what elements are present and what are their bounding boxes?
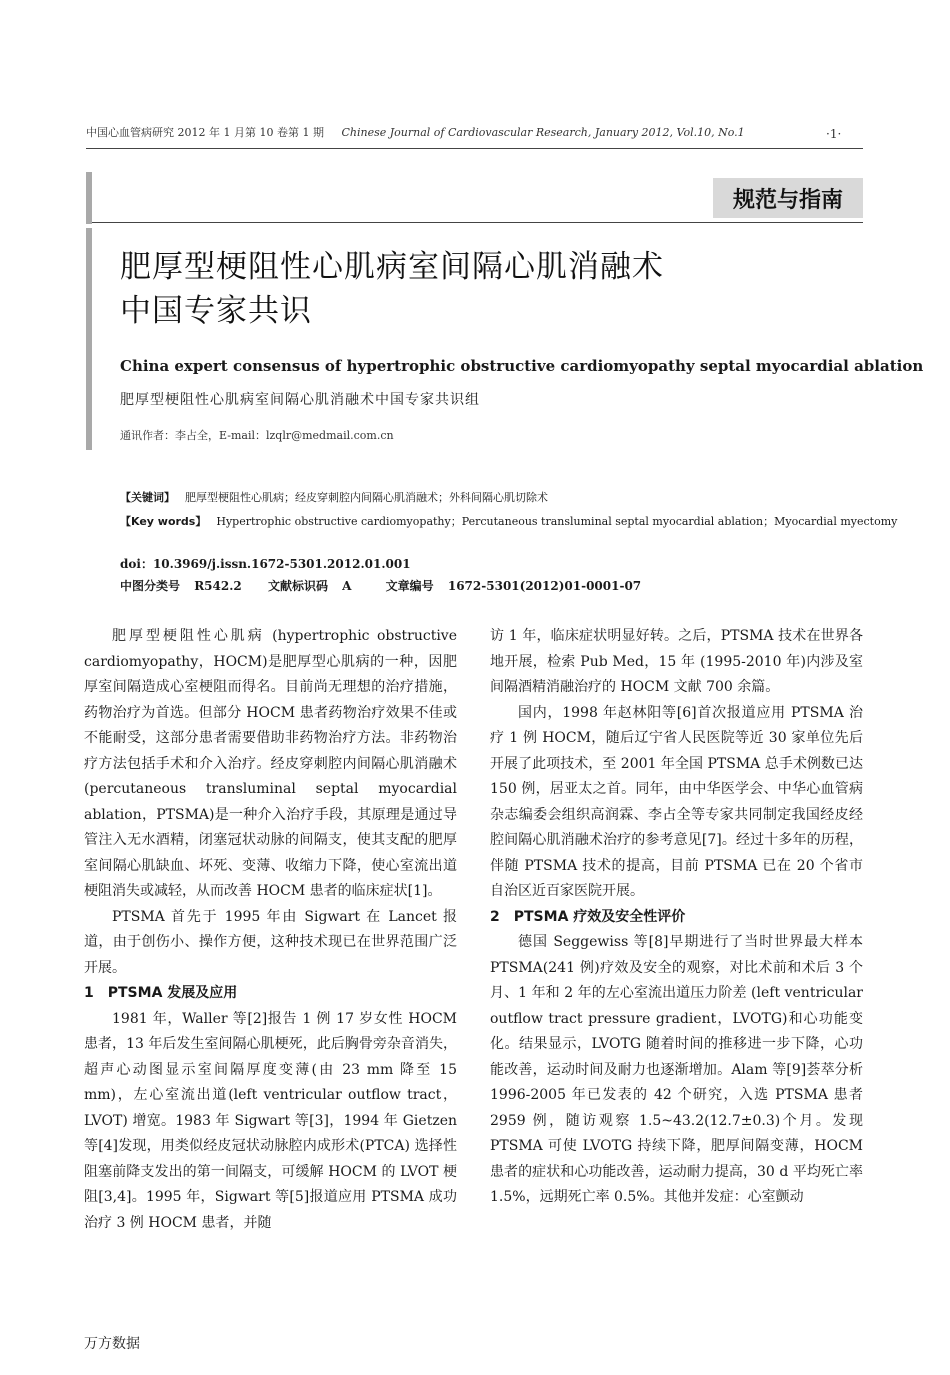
title-sidebar — [86, 172, 92, 224]
classification-line — [120, 577, 651, 594]
doi: doi：10.3969/j.issn.1672-5301.2012.01.001 — [120, 557, 411, 571]
journal-cn: 中国心血管病研究 2012 年 1 月第 10 卷第 1 期 — [86, 126, 324, 139]
journal-en: Chinese Journal of Cardiovascular Research, January 2012, Vol.10, No.1 — [341, 126, 745, 139]
paragraph: 1981 年，Waller 等[2]报告 1 例 17 岁女性 HOCM 患者，13 年后发生室间隔心肌梗死，此后胸骨旁杂音消失，超声心动图显示室间隔厚度变薄(由 23 mm 降至 15 mm)，左心室流出道(left ventricular outflow tract，LVOT) 增宽。1983 年 Sigwart 等[3]，1994 年 Gietzen 等[4]发现，用类似经皮冠状动脉腔内成形术(PTCA) 选择性阻塞前降支发出的第一间隔支，可缓解 HOCM 的 LVOT 梗阻[3,4]。1995 年，Sigwart 等[5]报道应用 PTSMA 成功治疗 3 例 HOCM 患者，并随 — [84, 1010, 457, 1231]
paragraph: 德国 Seggewiss 等[8]早期进行了当时世界最大样本 PTSMA(241 例)疗效及安全的观察，对比术前和术后 3 个月、1 年和 2 年的左心室流出道压力阶差 (left ventricular outflow tract pressure gradient，LVOTG)和心功能变化。结果显示，LVOTG 随着时间的推移进一步下降，心功能改善，运动时间及耐力也逐渐增加。Alam 等[9]荟萃分析 1996-2005 年已发表的 42 个研究，入选 PTSMA 患者 2959 例，随访观察 1.5~43.2(12.7±0.3)个月。发现 PTSMA 可使 LVOTG 持续下降，肥厚间隔变薄，HOCM 患者的症状和心功能改善，运动耐力提高，30 d 平均死亡率 1.5%，远期死亡率 0.5%。其他并发症：心室颤动 — [490, 934, 863, 1205]
title-line-2: 中国专家共识 — [120, 293, 312, 329]
clc-label: 中图分类号 — [120, 579, 181, 593]
clc-value: R542.2 — [194, 579, 242, 593]
keywords-en — [120, 513, 897, 529]
footer-watermark: 万方数据 — [84, 1336, 140, 1352]
keywords-cn-text: 肥厚型梗阻性心肌病；经皮穿刺腔内间隔心肌消融术；外科间隔心肌切除术 — [185, 491, 548, 504]
page-number: ·1· — [826, 127, 842, 141]
authors: 肥厚型梗阻性心肌病室间隔心肌消融术中国专家共识组 — [120, 392, 480, 408]
page-title — [120, 245, 664, 333]
running-header — [86, 124, 745, 140]
keywords-cn — [120, 489, 548, 505]
right-column — [490, 624, 863, 1211]
keywords-en-label: 【Key words】 — [120, 515, 207, 528]
paragraph: 访 1 年，临床症状明显好转。之后，PTSMA 技术在世界各地开展，检索 Pub Med，15 年 (1995-2010 年)内涉及室间隔酒精消融治疗的 HOCM 文献 700 余篇。 — [490, 628, 863, 695]
paragraph: 国内，1998 年赵林阳等[6]首次报道应用 PTSMA 治疗 1 例 HOCM，随后辽宁省人民医院等近 30 家单位先后开展了此项技术，至 2001 年全国 PTSMA 总手术例数已达 150 例，居亚太之首。同年，由中华医学会、中华心血管病杂志编委会组织高润霖、李占全等专家共同制定我国经皮经腔间隔心肌消融术治疗的参考意见[7]。经过十多年的历程，伴随 PTSMA 技术的提高，目前 PTSMA 已在 20 个省市自治区近百家医院开展。 — [490, 704, 863, 899]
section-heading-1: 1 PTSMA 发展及应用 — [84, 985, 238, 1001]
paragraph: 肥厚型梗阻性心肌病 (hypertrophic obstructive cardiomyopathy，HOCM)是肥厚型心肌病的一种，因肥厚室间隔造成心室梗阻而得名。目前尚无理想的治疗措施，药物治疗为首选。但部分 HOCM 患者药物治疗效果不佳或不能耐受，这部分患者需要借助非药物治疗方法。非药物治疗方法包括手术和介入治疗。经皮穿刺腔内间隔心肌消融术(percutaneous transluminal septal myocardial ablation，PTSMA)是一种介入治疗手段，其原理是通过导管注入无水酒精，闭塞冠状动脉的间隔支，使其支配的肥厚室间隔心肌缺血、坏死、变薄、收缩力下降，使心室流出道梗阻消失或减轻，从而改善 HOCM 患者的临床症状[1]。 — [84, 628, 457, 899]
keywords-cn-label: 【关键词】 — [120, 491, 175, 504]
title-sidebar-lower — [86, 228, 92, 450]
article-no-value: 1672-5301(2012)01-0001-07 — [447, 579, 642, 593]
header-rule — [86, 148, 863, 149]
section-rule — [92, 222, 863, 223]
title-english: China expert consensus of hypertrophic obstructive cardiomyopathy septal myocardial ablation — [120, 357, 924, 375]
doc-code-label: 文献标识码 — [267, 579, 328, 593]
paragraph: PTSMA 首先于 1995 年由 Sigwart 在 Lancet 报道，由于创伤小、操作方便，这种技术现已在世界范围广泛开展。 — [84, 908, 457, 976]
correspondence: 通讯作者：李占全，E-mail：lzqlr@medmail.com.cn — [120, 429, 394, 442]
title-line-1: 肥厚型梗阻性心肌病室间隔心肌消融术 — [120, 249, 664, 285]
left-column — [84, 624, 457, 1236]
section-heading-2: 2 PTSMA 疗效及安全性评价 — [490, 908, 686, 925]
doc-code-value: A — [342, 579, 352, 593]
section-label: 规范与指南 — [713, 178, 863, 218]
keywords-en-text: Hypertrophic obstructive cardiomyopathy；Percutaneous transluminal septal myocardial ablation；Myocardial myectomy — [216, 515, 898, 528]
article-no-label: 文章编号 — [385, 579, 434, 593]
